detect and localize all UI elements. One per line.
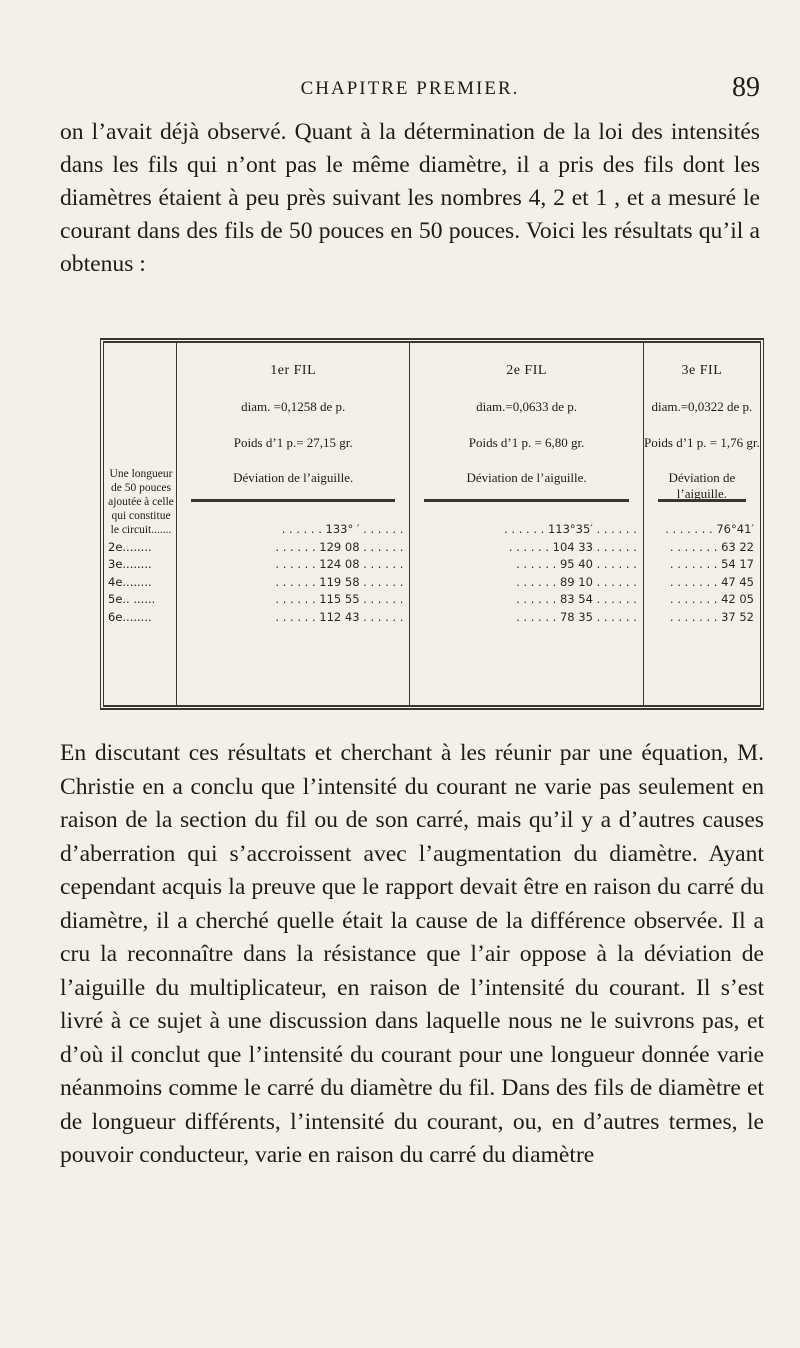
fil-2-name: 2e FIL (506, 363, 547, 378)
row-label: 2e........ (108, 539, 152, 554)
row-labels (108, 521, 174, 627)
fil-2-value: . . . . . . 89 10 . . . . . . (516, 574, 637, 589)
fil-3-rule (658, 499, 746, 502)
fil-1-value: . . . . . . 112 43 . . . . . . (275, 609, 404, 624)
fil-3-diameter: diam.=0,0322 de p. (651, 399, 753, 414)
fil-2-rule (424, 499, 628, 502)
paragraph-intro: on l’avait déjà observé. Quant à la détermination de la loi des intensités dans les fils qui n’ont pas le même diamètre, il a pris des fils dont les diamètres étaient à peu près suivant les nombres 4, 2 et 1 , et a mesuré le courant dans des fils de 50 pouces en 50 pouces. Voici les résultats qu’il a obtenus : (60, 119, 760, 277)
fil-2-weight: Poids d’1 p. = 6,80 gr. (468, 435, 585, 450)
results-table (100, 338, 764, 710)
fil-3-value: . . . . . . . 37 52 (669, 609, 754, 624)
fil-3-value: . . . . . . . 54 17 (669, 557, 754, 572)
fil-1-rule (191, 499, 395, 502)
fil-1-value: . . . . . . 115 55 . . . . . . (275, 592, 404, 607)
length-label: Une longueur de 50 pouces ajoutée à celle qui constitue le circuit....... (108, 468, 174, 536)
fil-3-value: . . . . . . . 47 45 (669, 574, 754, 589)
fil-2-value: . . . . . . 104 33 . . . . . . (508, 539, 637, 554)
fil-3-deviation-label: Déviation de l’aiguille. (668, 470, 736, 501)
fil-2-value: . . . . . . 95 40 . . . . . . (516, 557, 637, 572)
running-title: CHAPITRE PREMIER. (300, 78, 520, 99)
page-header (60, 72, 760, 108)
fil-1-value: . . . . . . 119 58 . . . . . . (275, 574, 404, 589)
row-label: 3e........ (108, 557, 152, 572)
fil-2-diameter: diam.=0,0633 de p. (476, 399, 578, 414)
fil-2-value: . . . . . . 113°35′ . . . . . . (504, 522, 637, 536)
fil-1-value: . . . . . . 129 08 . . . . . . (275, 539, 404, 554)
page-number: 89 (732, 72, 760, 103)
fil-1-value: . . . . . . 133° ′ . . . . . . (281, 522, 404, 536)
fil-3-values (654, 521, 754, 627)
fil-2-deviation-label: Déviation de l’aiguille. (466, 470, 587, 485)
fil-3-name: 3e FIL (681, 363, 723, 378)
fil-1-values (187, 521, 403, 627)
fil-3-value: . . . . . . . 76°41′ (665, 522, 754, 536)
row-label: 6e........ (108, 609, 152, 624)
fil-2-values (420, 521, 636, 627)
fil-3-value: . . . . . . . 63 22 (669, 539, 754, 554)
fil-3-weight: Poids d’1 p. = 1,76 gr. (644, 435, 760, 450)
row-label-column (104, 343, 177, 705)
fil-3-value: . . . . . . . 42 05 (669, 592, 754, 607)
fil-2-value: . . . . . . 78 35 . . . . . . (516, 609, 637, 624)
fil-1-weight: Poids d’1 p.= 27,15 gr. (233, 435, 353, 450)
results-table-grid (104, 343, 760, 705)
row-label: 5e.. ...... (108, 592, 156, 607)
fil-1-value: . . . . . . 124 08 . . . . . . (275, 557, 404, 572)
fil-1-column (177, 343, 410, 705)
fil-1-diameter: diam. =0,1258 de p. (241, 399, 346, 414)
fil-1-deviation-label: Déviation de l’aiguille. (233, 470, 354, 485)
row-label: 4e........ (108, 574, 152, 589)
fil-1-name: 1er FIL (270, 363, 317, 378)
fil-2-value: . . . . . . 83 54 . . . . . . (516, 592, 637, 607)
paragraph-discussion: En discutant ces résultats et cherchant à les réunir par une équation, M. Christie en a conclu que l’intensité du courant ne varie pas seulement en raison de la section du fil ou de son carré, mais qu’il y a d’autres causes d’aberration qui s’accroissent avec l’augmentation du diamètre. Ayant cependant acquis la preuve que le rapport devait être en raison du carré du diamètre, il a cherché quelle était la cause de la différence observée. Il a cru la reconnaître dans la résistance que l’air oppose à la déviation de l’aiguille du multiplicateur, en raison de l’intensité du courant. Il s’est livré à ce sujet à une discussion dans laquelle nous ne le suivrons pas, et d’où il conclut que l’intensité du courant pour une longueur donnée varie néanmoins comme le carré du diamètre du fil. Dans des fils de diamètre et de longueur différents, l’intensité du courant, ou, en d’autres termes, le pouvoir conducteur, varie en raison du carré du diamètre (60, 740, 764, 1168)
fil-3-column (643, 343, 760, 705)
fil-2-column (410, 343, 643, 705)
